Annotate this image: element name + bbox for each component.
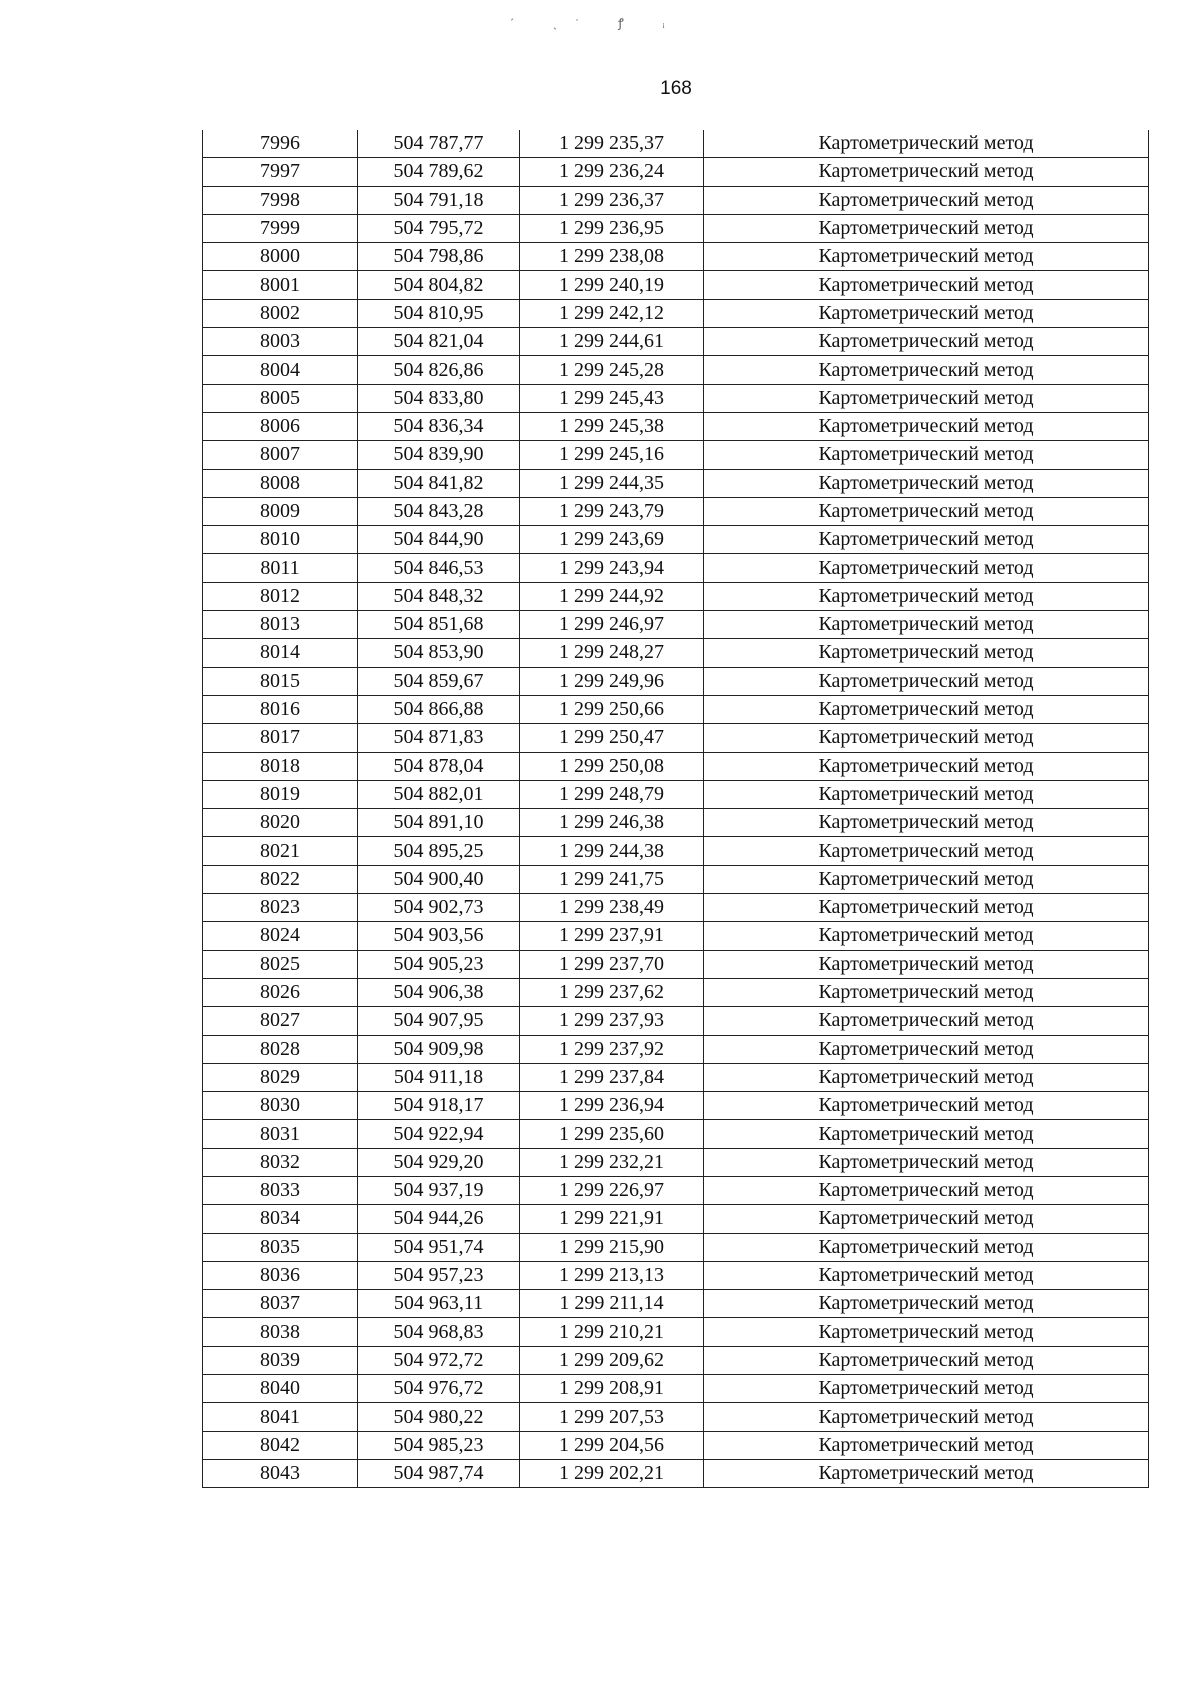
method-cell: Картометрический метод — [704, 214, 1149, 242]
y-coordinate-cell: 1 299 244,92 — [520, 582, 704, 610]
method-cell: Картометрический метод — [704, 158, 1149, 186]
table-row — [203, 695, 1149, 723]
y-coordinate-cell: 1 299 237,70 — [520, 950, 704, 978]
coordinates-table — [202, 130, 1149, 1488]
point-number-cell: 8041 — [203, 1403, 358, 1431]
point-number-cell: 8013 — [203, 611, 358, 639]
x-coordinate-cell: 504 787,77 — [358, 130, 520, 158]
method-cell: Картометрический метод — [704, 724, 1149, 752]
table-row — [203, 243, 1149, 271]
x-coordinate-cell: 504 826,86 — [358, 356, 520, 384]
x-coordinate-cell: 504 980,22 — [358, 1403, 520, 1431]
point-number-cell: 8020 — [203, 809, 358, 837]
y-coordinate-cell: 1 299 236,94 — [520, 1092, 704, 1120]
y-coordinate-cell: 1 299 210,21 — [520, 1318, 704, 1346]
point-number-cell: 8012 — [203, 582, 358, 610]
table-row — [203, 526, 1149, 554]
x-coordinate-cell: 504 968,83 — [358, 1318, 520, 1346]
table-row — [203, 865, 1149, 893]
table-row — [203, 639, 1149, 667]
table-row — [203, 922, 1149, 950]
method-cell: Картометрический метод — [704, 554, 1149, 582]
method-cell: Картометрический метод — [704, 1375, 1149, 1403]
point-number-cell: 8023 — [203, 894, 358, 922]
point-number-cell: 8037 — [203, 1290, 358, 1318]
x-coordinate-cell: 504 976,72 — [358, 1375, 520, 1403]
y-coordinate-cell: 1 299 211,14 — [520, 1290, 704, 1318]
y-coordinate-cell: 1 299 250,47 — [520, 724, 704, 752]
method-cell: Картометрический метод — [704, 1007, 1149, 1035]
table-row — [203, 130, 1149, 158]
y-coordinate-cell: 1 299 232,21 — [520, 1148, 704, 1176]
y-coordinate-cell: 1 299 213,13 — [520, 1261, 704, 1289]
x-coordinate-cell: 504 902,73 — [358, 894, 520, 922]
x-coordinate-cell: 504 985,23 — [358, 1431, 520, 1459]
y-coordinate-cell: 1 299 235,37 — [520, 130, 704, 158]
point-number-cell: 8004 — [203, 356, 358, 384]
point-number-cell: 8040 — [203, 1375, 358, 1403]
point-number-cell: 8017 — [203, 724, 358, 752]
x-coordinate-cell: 504 905,23 — [358, 950, 520, 978]
y-coordinate-cell: 1 299 243,94 — [520, 554, 704, 582]
x-coordinate-cell: 504 795,72 — [358, 214, 520, 242]
x-coordinate-cell: 504 972,72 — [358, 1346, 520, 1374]
method-cell: Картометрический метод — [704, 469, 1149, 497]
point-number-cell: 8008 — [203, 469, 358, 497]
point-number-cell: 8006 — [203, 412, 358, 440]
x-coordinate-cell: 504 833,80 — [358, 384, 520, 412]
x-coordinate-cell: 504 836,34 — [358, 412, 520, 440]
point-number-cell: 8003 — [203, 328, 358, 356]
method-cell: Картометрический метод — [704, 243, 1149, 271]
method-cell: Картометрический метод — [704, 922, 1149, 950]
y-coordinate-cell: 1 299 237,93 — [520, 1007, 704, 1035]
point-number-cell: 8015 — [203, 667, 358, 695]
coordinates-table-body — [203, 130, 1149, 1488]
method-cell: Картометрический метод — [704, 894, 1149, 922]
method-cell: Картометрический метод — [704, 611, 1149, 639]
y-coordinate-cell: 1 299 242,12 — [520, 299, 704, 327]
y-coordinate-cell: 1 299 237,92 — [520, 1035, 704, 1063]
table-row — [203, 780, 1149, 808]
table-row — [203, 1261, 1149, 1289]
table-row — [203, 582, 1149, 610]
method-cell: Картометрический метод — [704, 1459, 1149, 1487]
point-number-cell: 8035 — [203, 1233, 358, 1261]
point-number-cell: 8011 — [203, 554, 358, 582]
x-coordinate-cell: 504 891,10 — [358, 809, 520, 837]
method-cell: Картометрический метод — [704, 809, 1149, 837]
point-number-cell: 8005 — [203, 384, 358, 412]
x-coordinate-cell: 504 895,25 — [358, 837, 520, 865]
method-cell: Картометрический метод — [704, 1403, 1149, 1431]
x-coordinate-cell: 504 843,28 — [358, 497, 520, 525]
method-cell: Картометрический метод — [704, 328, 1149, 356]
y-coordinate-cell: 1 299 236,37 — [520, 186, 704, 214]
x-coordinate-cell: 504 821,04 — [358, 328, 520, 356]
table-row — [203, 1346, 1149, 1374]
y-coordinate-cell: 1 299 241,75 — [520, 865, 704, 893]
point-number-cell: 8033 — [203, 1176, 358, 1204]
table-row — [203, 469, 1149, 497]
point-number-cell: 8034 — [203, 1205, 358, 1233]
table-row — [203, 894, 1149, 922]
method-cell: Картометрический метод — [704, 356, 1149, 384]
x-coordinate-cell: 504 918,17 — [358, 1092, 520, 1120]
point-number-cell: 7997 — [203, 158, 358, 186]
y-coordinate-cell: 1 299 246,38 — [520, 809, 704, 837]
method-cell: Картометрический метод — [704, 1148, 1149, 1176]
point-number-cell: 8026 — [203, 978, 358, 1006]
y-coordinate-cell: 1 299 246,97 — [520, 611, 704, 639]
y-coordinate-cell: 1 299 249,96 — [520, 667, 704, 695]
table-row — [203, 752, 1149, 780]
table-row — [203, 1290, 1149, 1318]
point-number-cell: 8002 — [203, 299, 358, 327]
y-coordinate-cell: 1 299 236,95 — [520, 214, 704, 242]
point-number-cell: 8043 — [203, 1459, 358, 1487]
point-number-cell: 8001 — [203, 271, 358, 299]
table-row — [203, 978, 1149, 1006]
table-row — [203, 1176, 1149, 1204]
point-number-cell: 8029 — [203, 1063, 358, 1091]
x-coordinate-cell: 504 848,32 — [358, 582, 520, 610]
x-coordinate-cell: 504 951,74 — [358, 1233, 520, 1261]
y-coordinate-cell: 1 299 250,66 — [520, 695, 704, 723]
y-coordinate-cell: 1 299 226,97 — [520, 1176, 704, 1204]
point-number-cell: 7998 — [203, 186, 358, 214]
method-cell: Картометрический метод — [704, 752, 1149, 780]
x-coordinate-cell: 504 878,04 — [358, 752, 520, 780]
y-coordinate-cell: 1 299 248,27 — [520, 639, 704, 667]
x-coordinate-cell: 504 871,83 — [358, 724, 520, 752]
method-cell: Картометрический метод — [704, 1176, 1149, 1204]
x-coordinate-cell: 504 841,82 — [358, 469, 520, 497]
method-cell: Картометрический метод — [704, 639, 1149, 667]
point-number-cell: 7996 — [203, 130, 358, 158]
method-cell: Картометрический метод — [704, 1092, 1149, 1120]
x-coordinate-cell: 504 963,11 — [358, 1290, 520, 1318]
table-row — [203, 1318, 1149, 1346]
table-row — [203, 1092, 1149, 1120]
y-coordinate-cell: 1 299 245,38 — [520, 412, 704, 440]
y-coordinate-cell: 1 299 238,08 — [520, 243, 704, 271]
table-row — [203, 186, 1149, 214]
x-coordinate-cell: 504 911,18 — [358, 1063, 520, 1091]
method-cell: Картометрический метод — [704, 865, 1149, 893]
method-cell: Картометрический метод — [704, 1290, 1149, 1318]
y-coordinate-cell: 1 299 202,21 — [520, 1459, 704, 1487]
point-number-cell: 8031 — [203, 1120, 358, 1148]
method-cell: Картометрический метод — [704, 1318, 1149, 1346]
table-row — [203, 1063, 1149, 1091]
y-coordinate-cell: 1 299 243,69 — [520, 526, 704, 554]
method-cell: Картометрический метод — [704, 1035, 1149, 1063]
method-cell: Картометрический метод — [704, 582, 1149, 610]
table-row — [203, 1375, 1149, 1403]
method-cell: Картометрический метод — [704, 978, 1149, 1006]
table-row — [203, 1459, 1149, 1487]
point-number-cell: 8028 — [203, 1035, 358, 1063]
table-row — [203, 837, 1149, 865]
y-coordinate-cell: 1 299 208,91 — [520, 1375, 704, 1403]
y-coordinate-cell: 1 299 204,56 — [520, 1431, 704, 1459]
y-coordinate-cell: 1 299 238,49 — [520, 894, 704, 922]
y-coordinate-cell: 1 299 235,60 — [520, 1120, 704, 1148]
table-row — [203, 214, 1149, 242]
point-number-cell: 8021 — [203, 837, 358, 865]
point-number-cell: 7999 — [203, 214, 358, 242]
x-coordinate-cell: 504 882,01 — [358, 780, 520, 808]
point-number-cell: 8027 — [203, 1007, 358, 1035]
table-row — [203, 158, 1149, 186]
x-coordinate-cell: 504 937,19 — [358, 1176, 520, 1204]
method-cell: Картометрический метод — [704, 412, 1149, 440]
table-row — [203, 412, 1149, 440]
y-coordinate-cell: 1 299 207,53 — [520, 1403, 704, 1431]
x-coordinate-cell: 504 907,95 — [358, 1007, 520, 1035]
method-cell: Картометрический метод — [704, 1346, 1149, 1374]
y-coordinate-cell: 1 299 244,38 — [520, 837, 704, 865]
y-coordinate-cell: 1 299 245,43 — [520, 384, 704, 412]
table-row — [203, 1233, 1149, 1261]
method-cell: Картометрический метод — [704, 441, 1149, 469]
x-coordinate-cell: 504 789,62 — [358, 158, 520, 186]
method-cell: Картометрический метод — [704, 526, 1149, 554]
method-cell: Картометрический метод — [704, 1233, 1149, 1261]
y-coordinate-cell: 1 299 245,16 — [520, 441, 704, 469]
method-cell: Картометрический метод — [704, 1261, 1149, 1289]
x-coordinate-cell: 504 804,82 — [358, 271, 520, 299]
table-row — [203, 809, 1149, 837]
method-cell: Картометрический метод — [704, 1120, 1149, 1148]
x-coordinate-cell: 504 859,67 — [358, 667, 520, 695]
x-coordinate-cell: 504 846,53 — [358, 554, 520, 582]
table-row — [203, 384, 1149, 412]
point-number-cell: 8036 — [203, 1261, 358, 1289]
method-cell: Картометрический метод — [704, 780, 1149, 808]
method-cell: Картометрический метод — [704, 950, 1149, 978]
table-row — [203, 299, 1149, 327]
x-coordinate-cell: 504 851,68 — [358, 611, 520, 639]
x-coordinate-cell: 504 987,74 — [358, 1459, 520, 1487]
x-coordinate-cell: 504 906,38 — [358, 978, 520, 1006]
scan-marks: ˊ ˎ˙ ꝭ ᵢ — [510, 16, 683, 30]
y-coordinate-cell: 1 299 237,91 — [520, 922, 704, 950]
point-number-cell: 8025 — [203, 950, 358, 978]
table-row — [203, 1431, 1149, 1459]
point-number-cell: 8038 — [203, 1318, 358, 1346]
method-cell: Картометрический метод — [704, 695, 1149, 723]
point-number-cell: 8000 — [203, 243, 358, 271]
method-cell: Картометрический метод — [704, 299, 1149, 327]
point-number-cell: 8007 — [203, 441, 358, 469]
table-row — [203, 554, 1149, 582]
point-number-cell: 8032 — [203, 1148, 358, 1176]
point-number-cell: 8019 — [203, 780, 358, 808]
point-number-cell: 8014 — [203, 639, 358, 667]
table-row — [203, 441, 1149, 469]
x-coordinate-cell: 504 798,86 — [358, 243, 520, 271]
y-coordinate-cell: 1 299 215,90 — [520, 1233, 704, 1261]
y-coordinate-cell: 1 299 250,08 — [520, 752, 704, 780]
table-row — [203, 1148, 1149, 1176]
x-coordinate-cell: 504 791,18 — [358, 186, 520, 214]
table-row — [203, 611, 1149, 639]
x-coordinate-cell: 504 929,20 — [358, 1148, 520, 1176]
table-row — [203, 1403, 1149, 1431]
method-cell: Картометрический метод — [704, 1431, 1149, 1459]
y-coordinate-cell: 1 299 248,79 — [520, 780, 704, 808]
table-row — [203, 1035, 1149, 1063]
y-coordinate-cell: 1 299 240,19 — [520, 271, 704, 299]
x-coordinate-cell: 504 957,23 — [358, 1261, 520, 1289]
point-number-cell: 8010 — [203, 526, 358, 554]
point-number-cell: 8022 — [203, 865, 358, 893]
x-coordinate-cell: 504 810,95 — [358, 299, 520, 327]
method-cell: Картометрический метод — [704, 667, 1149, 695]
y-coordinate-cell: 1 299 244,61 — [520, 328, 704, 356]
point-number-cell: 8009 — [203, 497, 358, 525]
y-coordinate-cell: 1 299 243,79 — [520, 497, 704, 525]
method-cell: Картометрический метод — [704, 1205, 1149, 1233]
y-coordinate-cell: 1 299 237,62 — [520, 978, 704, 1006]
table-row — [203, 328, 1149, 356]
y-coordinate-cell: 1 299 244,35 — [520, 469, 704, 497]
method-cell: Картометрический метод — [704, 384, 1149, 412]
point-number-cell: 8030 — [203, 1092, 358, 1120]
y-coordinate-cell: 1 299 209,62 — [520, 1346, 704, 1374]
x-coordinate-cell: 504 944,26 — [358, 1205, 520, 1233]
point-number-cell: 8039 — [203, 1346, 358, 1374]
table-row — [203, 356, 1149, 384]
table-row — [203, 1007, 1149, 1035]
x-coordinate-cell: 504 900,40 — [358, 865, 520, 893]
x-coordinate-cell: 504 922,94 — [358, 1120, 520, 1148]
x-coordinate-cell: 504 866,88 — [358, 695, 520, 723]
x-coordinate-cell: 504 909,98 — [358, 1035, 520, 1063]
table-row — [203, 497, 1149, 525]
x-coordinate-cell: 504 853,90 — [358, 639, 520, 667]
method-cell: Картометрический метод — [704, 1063, 1149, 1091]
point-number-cell: 8024 — [203, 922, 358, 950]
page-number: 168 — [660, 78, 692, 99]
point-number-cell: 8042 — [203, 1431, 358, 1459]
table-row — [203, 271, 1149, 299]
table-row — [203, 667, 1149, 695]
y-coordinate-cell: 1 299 237,84 — [520, 1063, 704, 1091]
method-cell: Картометрический метод — [704, 837, 1149, 865]
y-coordinate-cell: 1 299 245,28 — [520, 356, 704, 384]
x-coordinate-cell: 504 903,56 — [358, 922, 520, 950]
table-row — [203, 1205, 1149, 1233]
point-number-cell: 8016 — [203, 695, 358, 723]
table-row — [203, 950, 1149, 978]
x-coordinate-cell: 504 839,90 — [358, 441, 520, 469]
y-coordinate-cell: 1 299 236,24 — [520, 158, 704, 186]
method-cell: Картометрический метод — [704, 271, 1149, 299]
table-row — [203, 724, 1149, 752]
table-row — [203, 1120, 1149, 1148]
method-cell: Картометрический метод — [704, 130, 1149, 158]
x-coordinate-cell: 504 844,90 — [358, 526, 520, 554]
y-coordinate-cell: 1 299 221,91 — [520, 1205, 704, 1233]
method-cell: Картометрический метод — [704, 497, 1149, 525]
point-number-cell: 8018 — [203, 752, 358, 780]
method-cell: Картометрический метод — [704, 186, 1149, 214]
